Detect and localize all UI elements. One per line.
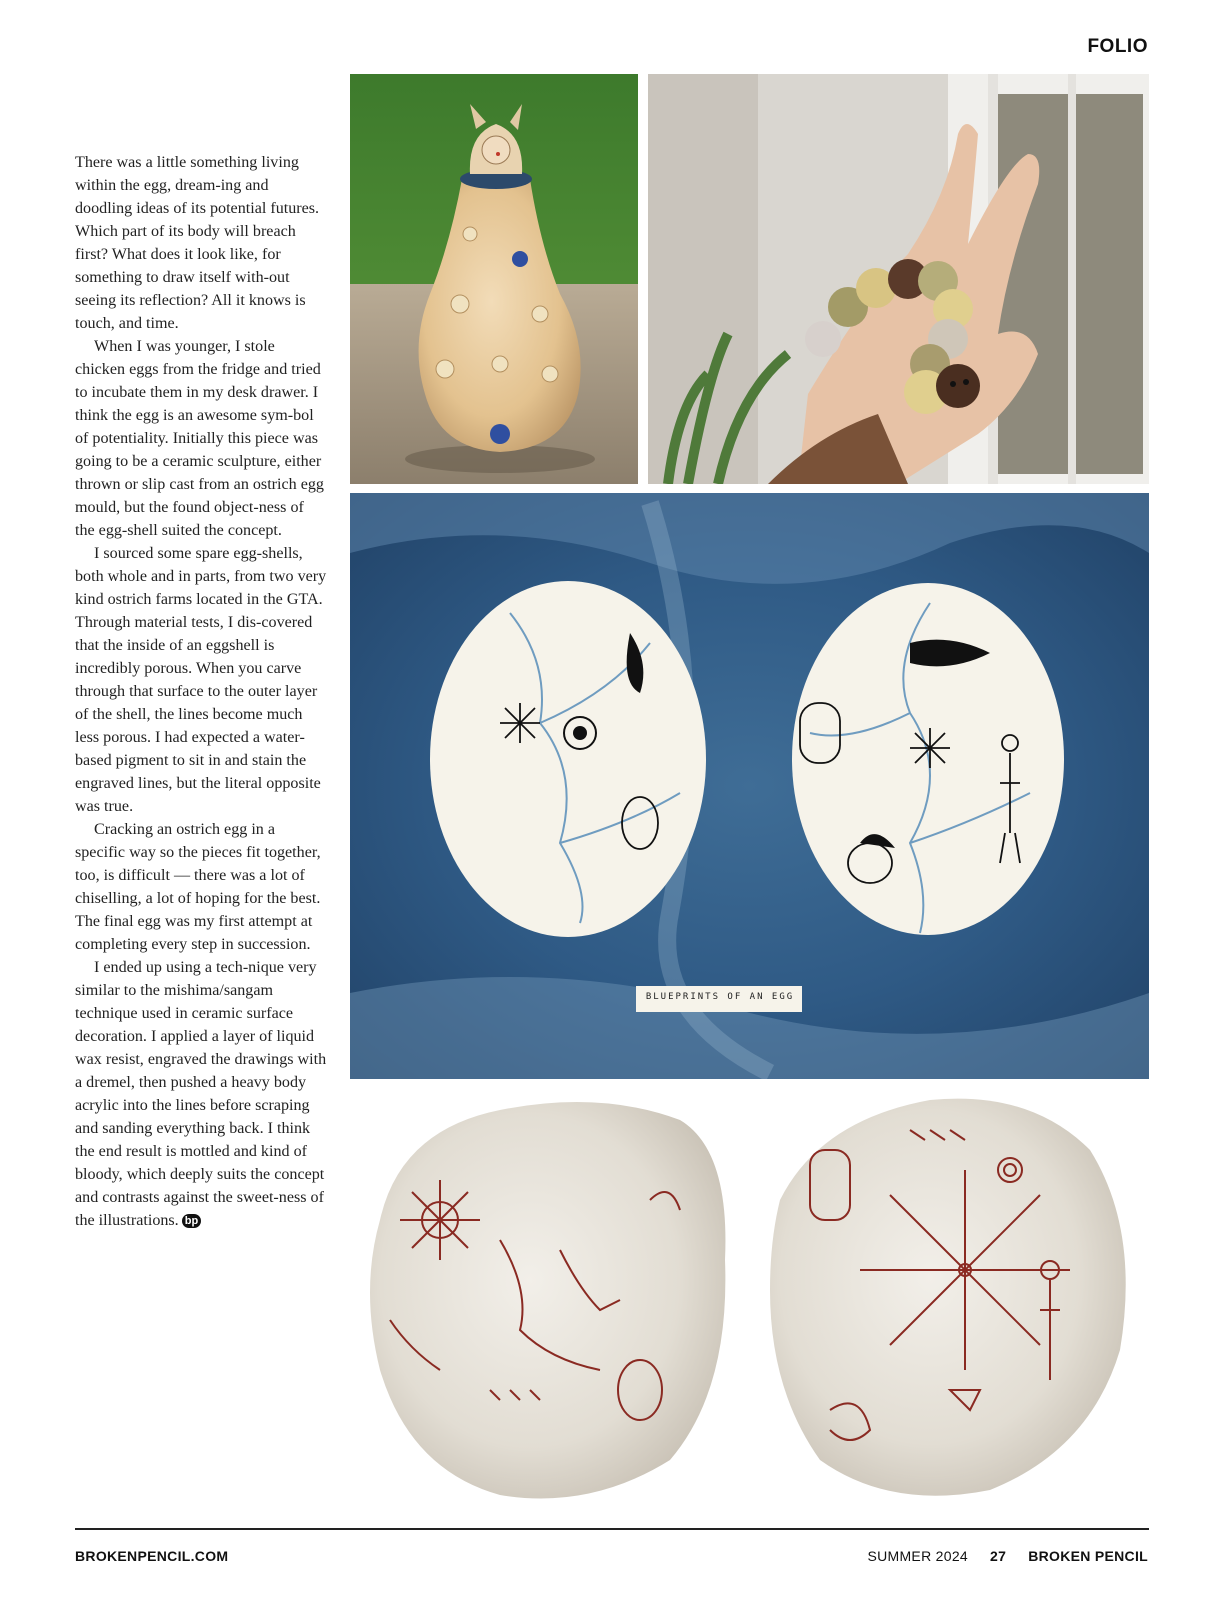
section-label: FOLIO (1087, 36, 1148, 57)
photo-engraved-eggshells (350, 1090, 1149, 1510)
paragraph-5-text: I ended up using a tech-nique very similar to the mishima/sangam technique used in ceramic surface decoration. I applied a layer of liquid wax resist, engraved the drawings with a dremel, then pushed a heavy body acrylic into the lines before scraping and sanding everything back. I think the end result is mottled and kind of bloody, which deeply suits the concept and contrasts against the sweet-ness of the illustrations. (75, 959, 327, 1229)
footer-magazine: BROKEN PENCIL (1028, 1548, 1148, 1564)
paragraph-2: When I was younger, I stole chicken eggs from the fridge and tried to incubate them in my desk drawer. I think the egg is an awesome sym-bol of potentiality. Initially this piece was going to be a ceramic sculpture, either thrown or slip cast from an ostrich egg mould, but the found object-ness of the egg-shell suited the concept. (75, 338, 324, 539)
footer-info (867, 1548, 1148, 1564)
page-number: 27 (990, 1548, 1007, 1564)
footer-rule (75, 1528, 1149, 1530)
article-body (75, 151, 327, 1232)
paragraph-4: Cracking an ostrich egg in a specific way so the pieces fit together, too, is difficult — there was a lot of chiselling, a lot of hoping for the best. The final egg was my first attempt at completing every step in succession. (75, 821, 321, 953)
footer-website: BROKENPENCIL.COM (75, 1548, 229, 1564)
painting-blueprints-of-an-egg (350, 493, 1149, 1079)
paragraph-1: There was a little something living within the egg, dream-ing and doodling ideas of its potential futures. Which part of its body will breach first? What does it look like, for something to draw itself with-out seeing its reflection? All it knows is touch, and time. (75, 154, 320, 332)
paragraph-3: I sourced some spare egg-shells, both whole and in parts, from two very kind ostrich farms located in the GTA. Through material tests, I dis-covered that the inside of an eggshell is incredibly porous. When you carve through that surface to the outer layer of the shell, the lines become much less porous. I had expected a water-based pigment to sit in and stain the engraved lines, but the literal opposite was true. (75, 545, 327, 815)
photo-ceramic-figure (350, 74, 638, 484)
photo-ceramic-caterpillar (648, 74, 1149, 484)
paragraph-5 (75, 956, 327, 1232)
painting-caption: BLUEPRINTS OF AN EGG (645, 992, 795, 1002)
footer-season: SUMMER 2024 (867, 1548, 969, 1564)
end-mark-logo: bp (182, 1214, 201, 1228)
